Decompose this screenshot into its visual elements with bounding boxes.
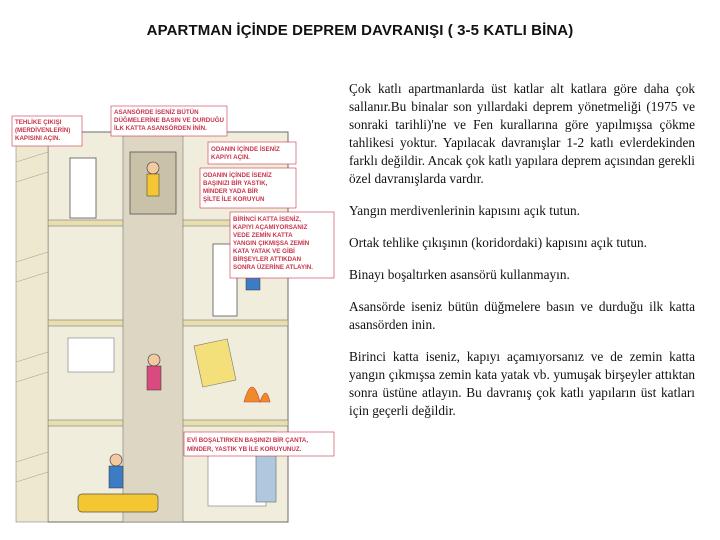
svg-text:ŞİLTE İLE KORUYUN: ŞİLTE İLE KORUYUN <box>203 196 265 203</box>
paragraph-intro: Çok katlı apartmanlarda üst katlar alt katlara göre daha çok sallanır.Bu binalar son yıllardaki deprem yönetmeliği (1975 ve sonraki tarihli)'ne ve Fen kurallarına göre yapılmışsa çökme tahlikesi yoktur. Yapılacak davranışlar 1-2 katlı evlerdekinden farklı değildir. Ancak çok katlı yapılara deprem açısından gerekli özel davranışlarda vardır. <box>349 81 695 186</box>
paragraph-common-exit: Ortak tehlike çıkışının (koridordaki) kapısını açık tutun. <box>349 235 648 250</box>
staircase <box>16 122 48 522</box>
body-text-column <box>349 80 695 420</box>
paragraph-no-elevator: Binayı boşaltırken asansörü kullanmayın. <box>349 267 570 282</box>
svg-text:SONRA ÜZERİNE ATLAYIN.: SONRA ÜZERİNE ATLAYIN. <box>233 264 313 271</box>
paragraph-fire-stairs: Yangın merdivenlerinin kapısını açık tutun. <box>349 203 580 218</box>
earthquake-illustration <box>8 102 338 528</box>
person-figure <box>110 454 122 466</box>
mattress <box>78 494 158 512</box>
svg-text:KAPIYI AÇAMIYORSANIZ: KAPIYI AÇAMIYORSANIZ <box>233 224 308 231</box>
paragraph-in-elevator: Asansörde iseniz bütün düğmelere basın ve durduğu ilk katta asansörden inin. <box>349 299 695 332</box>
svg-text:DÜĞMELERİNE BASIN VE DURDUĞU: DÜĞMELERİNE BASIN VE DURDUĞU <box>114 117 225 124</box>
svg-text:BİRİNCİ KATTA İSENİZ,: BİRİNCİ KATTA İSENİZ, <box>233 216 301 223</box>
svg-text:ASANSÖRDE İSENİZ BÜTÜN: ASANSÖRDE İSENİZ BÜTÜN <box>114 109 199 116</box>
svg-text:MİNDER, YASTIK YB İLE KORUYUNU: MİNDER, YASTIK YB İLE KORUYUNUZ. <box>187 446 302 453</box>
svg-text:KAPISINI AÇIN.: KAPISINI AÇIN. <box>15 135 61 142</box>
person-figure <box>147 162 159 174</box>
caption-danger-exit <box>12 116 82 146</box>
svg-text:(MERDİVENLERİN): (MERDİVENLERİN) <box>15 127 71 134</box>
svg-text:MİNDER YADA BİR: MİNDER YADA BİR <box>203 188 259 195</box>
person-figure <box>148 354 160 366</box>
svg-text:VEDE ZEMİN KATTA: VEDE ZEMİN KATTA <box>233 232 293 239</box>
caption-evacuate <box>184 432 334 456</box>
caption-open-door <box>208 142 296 164</box>
svg-text:BAŞINIZI BİR YASTIK,: BAŞINIZI BİR YASTIK, <box>203 180 268 187</box>
svg-text:ODANIN İÇİNDE İSENİZ: ODANIN İÇİNDE İSENİZ <box>211 146 280 153</box>
svg-text:BİRŞEYLER ATTIKDAN: BİRŞEYLER ATTIKDAN <box>233 256 302 263</box>
svg-text:YANGIN ÇIKMIŞSA ZEMİN: YANGIN ÇIKMIŞSA ZEMİN <box>233 240 310 247</box>
page-title: APARTMAN İÇİNDE DEPREM DAVRANIŞI ( 3-5 KATLI BİNA) <box>146 22 574 39</box>
svg-text:ODANIN İÇİNDE İSENİZ: ODANIN İÇİNDE İSENİZ <box>203 172 272 179</box>
door <box>70 158 96 218</box>
window <box>68 338 114 372</box>
svg-text:KATA YATAK VE GİBİ: KATA YATAK VE GİBİ <box>233 248 295 255</box>
svg-text:KAPIYI AÇIN.: KAPIYI AÇIN. <box>211 154 250 161</box>
svg-text:TEHLİKE ÇIKIŞI: TEHLİKE ÇIKIŞI <box>15 119 62 126</box>
svg-text:EVİ BOŞALTIRKEN BAŞINIZI BİR Ç: EVİ BOŞALTIRKEN BAŞINIZI BİR ÇANTA, <box>187 437 309 444</box>
paragraph-first-floor: Birinci katta iseniz, kapıyı açamıyorsanız ve de zemin katta yangın çıkmışsa zemin kata yatak vb. yumuşak birşeyler attıktan sonra üstüne atlayın. Bu davranış çok katlı yapıların üst katları için geçerli değildir. <box>349 349 695 418</box>
caption-elevator <box>111 106 227 136</box>
caption-protect-head <box>200 168 296 208</box>
caption-first-floor <box>230 212 334 278</box>
svg-text:İLK KATTA ASANSÖRDEN İNİN.: İLK KATTA ASANSÖRDEN İNİN. <box>114 125 207 132</box>
building-cutaway-drawing <box>8 102 338 528</box>
